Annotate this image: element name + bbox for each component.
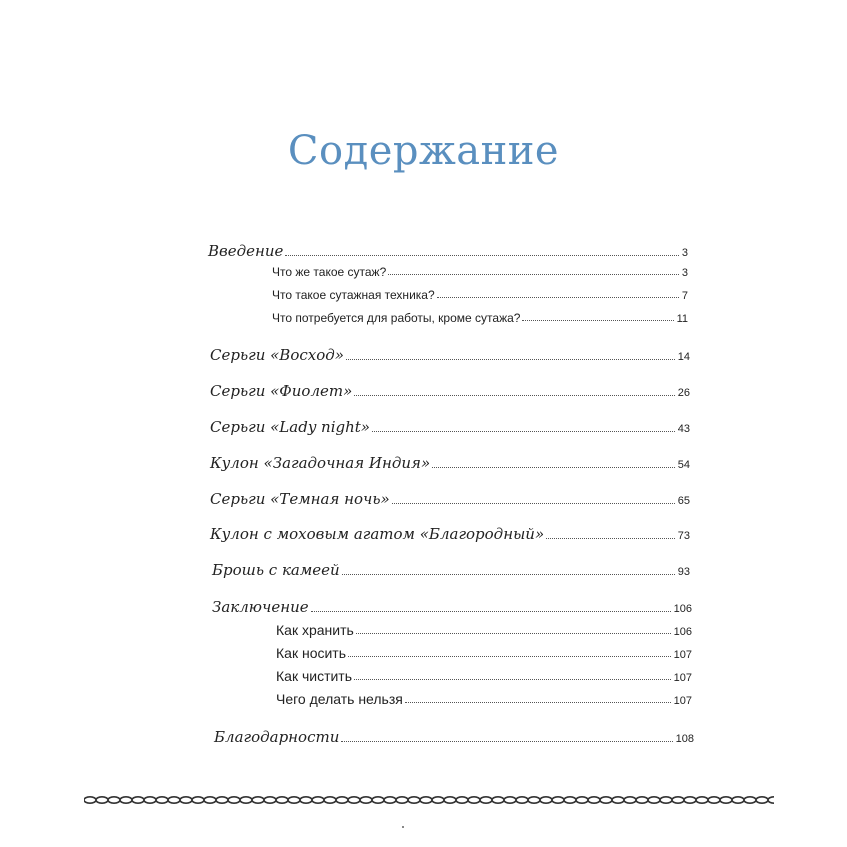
page-title: Содержание: [287, 128, 560, 174]
toc-label: Что же такое сутаж?: [272, 265, 387, 279]
toc-label: Кулон с моховым агатом «Благородный»: [210, 525, 545, 543]
toc-label: Что такое сутажная техника?: [272, 288, 435, 302]
chain-border-ornament: [84, 790, 774, 810]
toc-entry-acknowledgements: [214, 728, 694, 746]
toc-page-number: 3: [681, 267, 688, 279]
dot-leader: [341, 741, 672, 742]
toc-label: Чего делать нельзя: [276, 691, 403, 707]
toc-label: Благодарности: [214, 728, 340, 746]
toc-label: Брошь с камеей: [212, 561, 340, 579]
dot-leader: [432, 467, 675, 468]
toc-entry-fiolet: [210, 382, 690, 400]
dot-leader: [546, 538, 675, 539]
toc-label: Кулон «Загадочная Индия»: [210, 454, 431, 472]
dot-leader: [372, 431, 675, 432]
toc-page-number: 3: [681, 247, 688, 259]
dot-leader: [354, 395, 674, 396]
toc-page-number: 108: [675, 733, 694, 745]
toc-page-number: 43: [677, 423, 690, 435]
toc-page-number: 11: [676, 313, 688, 325]
page-speck: [402, 826, 404, 828]
toc-entry-how-to-clean: [276, 668, 692, 684]
toc-entry-how-to-wear: [276, 645, 692, 661]
dot-leader: [437, 297, 679, 298]
dot-leader: [348, 656, 671, 657]
dot-leader: [346, 359, 675, 360]
toc-entry-materials: [272, 311, 688, 325]
dot-leader: [342, 574, 675, 575]
toc-label: Серьги «Темная ночь»: [210, 490, 390, 508]
dot-leader: [405, 702, 671, 703]
toc-page-number: 26: [677, 387, 690, 399]
dot-leader: [311, 611, 671, 612]
toc-page-number: 106: [673, 603, 692, 615]
toc-label: Серьги «Фиолет»: [210, 382, 353, 400]
toc-page-number: 107: [673, 649, 692, 661]
toc-entry-soutache-technique: [272, 288, 688, 302]
toc-entry-temnaya-noch: [210, 490, 690, 508]
toc-label: Что потребуется для работы, кроме сутажа?: [272, 311, 521, 325]
toc-label: Серьги «Lady night»: [210, 418, 370, 436]
dot-leader: [356, 633, 671, 634]
toc-page-number: 7: [681, 290, 688, 302]
toc-label: Заключение: [212, 598, 309, 616]
toc-label: Как чистить: [276, 668, 353, 684]
toc-label: Как хранить: [276, 622, 354, 638]
toc-entry-what-not-to-do: [276, 691, 692, 707]
dot-leader: [388, 274, 679, 275]
toc-entry-how-to-store: [276, 622, 692, 638]
toc-page-number: 73: [677, 530, 690, 542]
toc-page-number: 107: [673, 672, 692, 684]
toc-entry-zagadochnaya-india: [210, 454, 690, 472]
toc-entry-what-is-soutache: [272, 265, 688, 279]
dot-leader: [354, 679, 671, 680]
toc-label: Серьги «Восход»: [210, 346, 344, 364]
toc-entry-blagorodny: [210, 525, 690, 543]
toc-entry-brosh: [212, 561, 690, 579]
toc-label: Как носить: [276, 645, 346, 661]
toc-entry-intro: [208, 242, 688, 260]
dot-leader: [522, 320, 673, 321]
toc-page-number: 107: [673, 695, 692, 707]
toc-label: Введение: [208, 242, 284, 260]
toc-page-number: 65: [677, 495, 690, 507]
toc-page-number: 54: [677, 459, 690, 471]
toc-entry-conclusion: [212, 598, 692, 616]
toc-page-number: 106: [673, 626, 692, 638]
toc-entry-lady-night: [210, 418, 690, 436]
toc-page-number: 93: [677, 566, 690, 578]
toc-page-number: 14: [677, 351, 690, 363]
toc-entry-voskhod: [210, 346, 690, 364]
dot-leader: [285, 255, 678, 256]
dot-leader: [392, 503, 675, 504]
